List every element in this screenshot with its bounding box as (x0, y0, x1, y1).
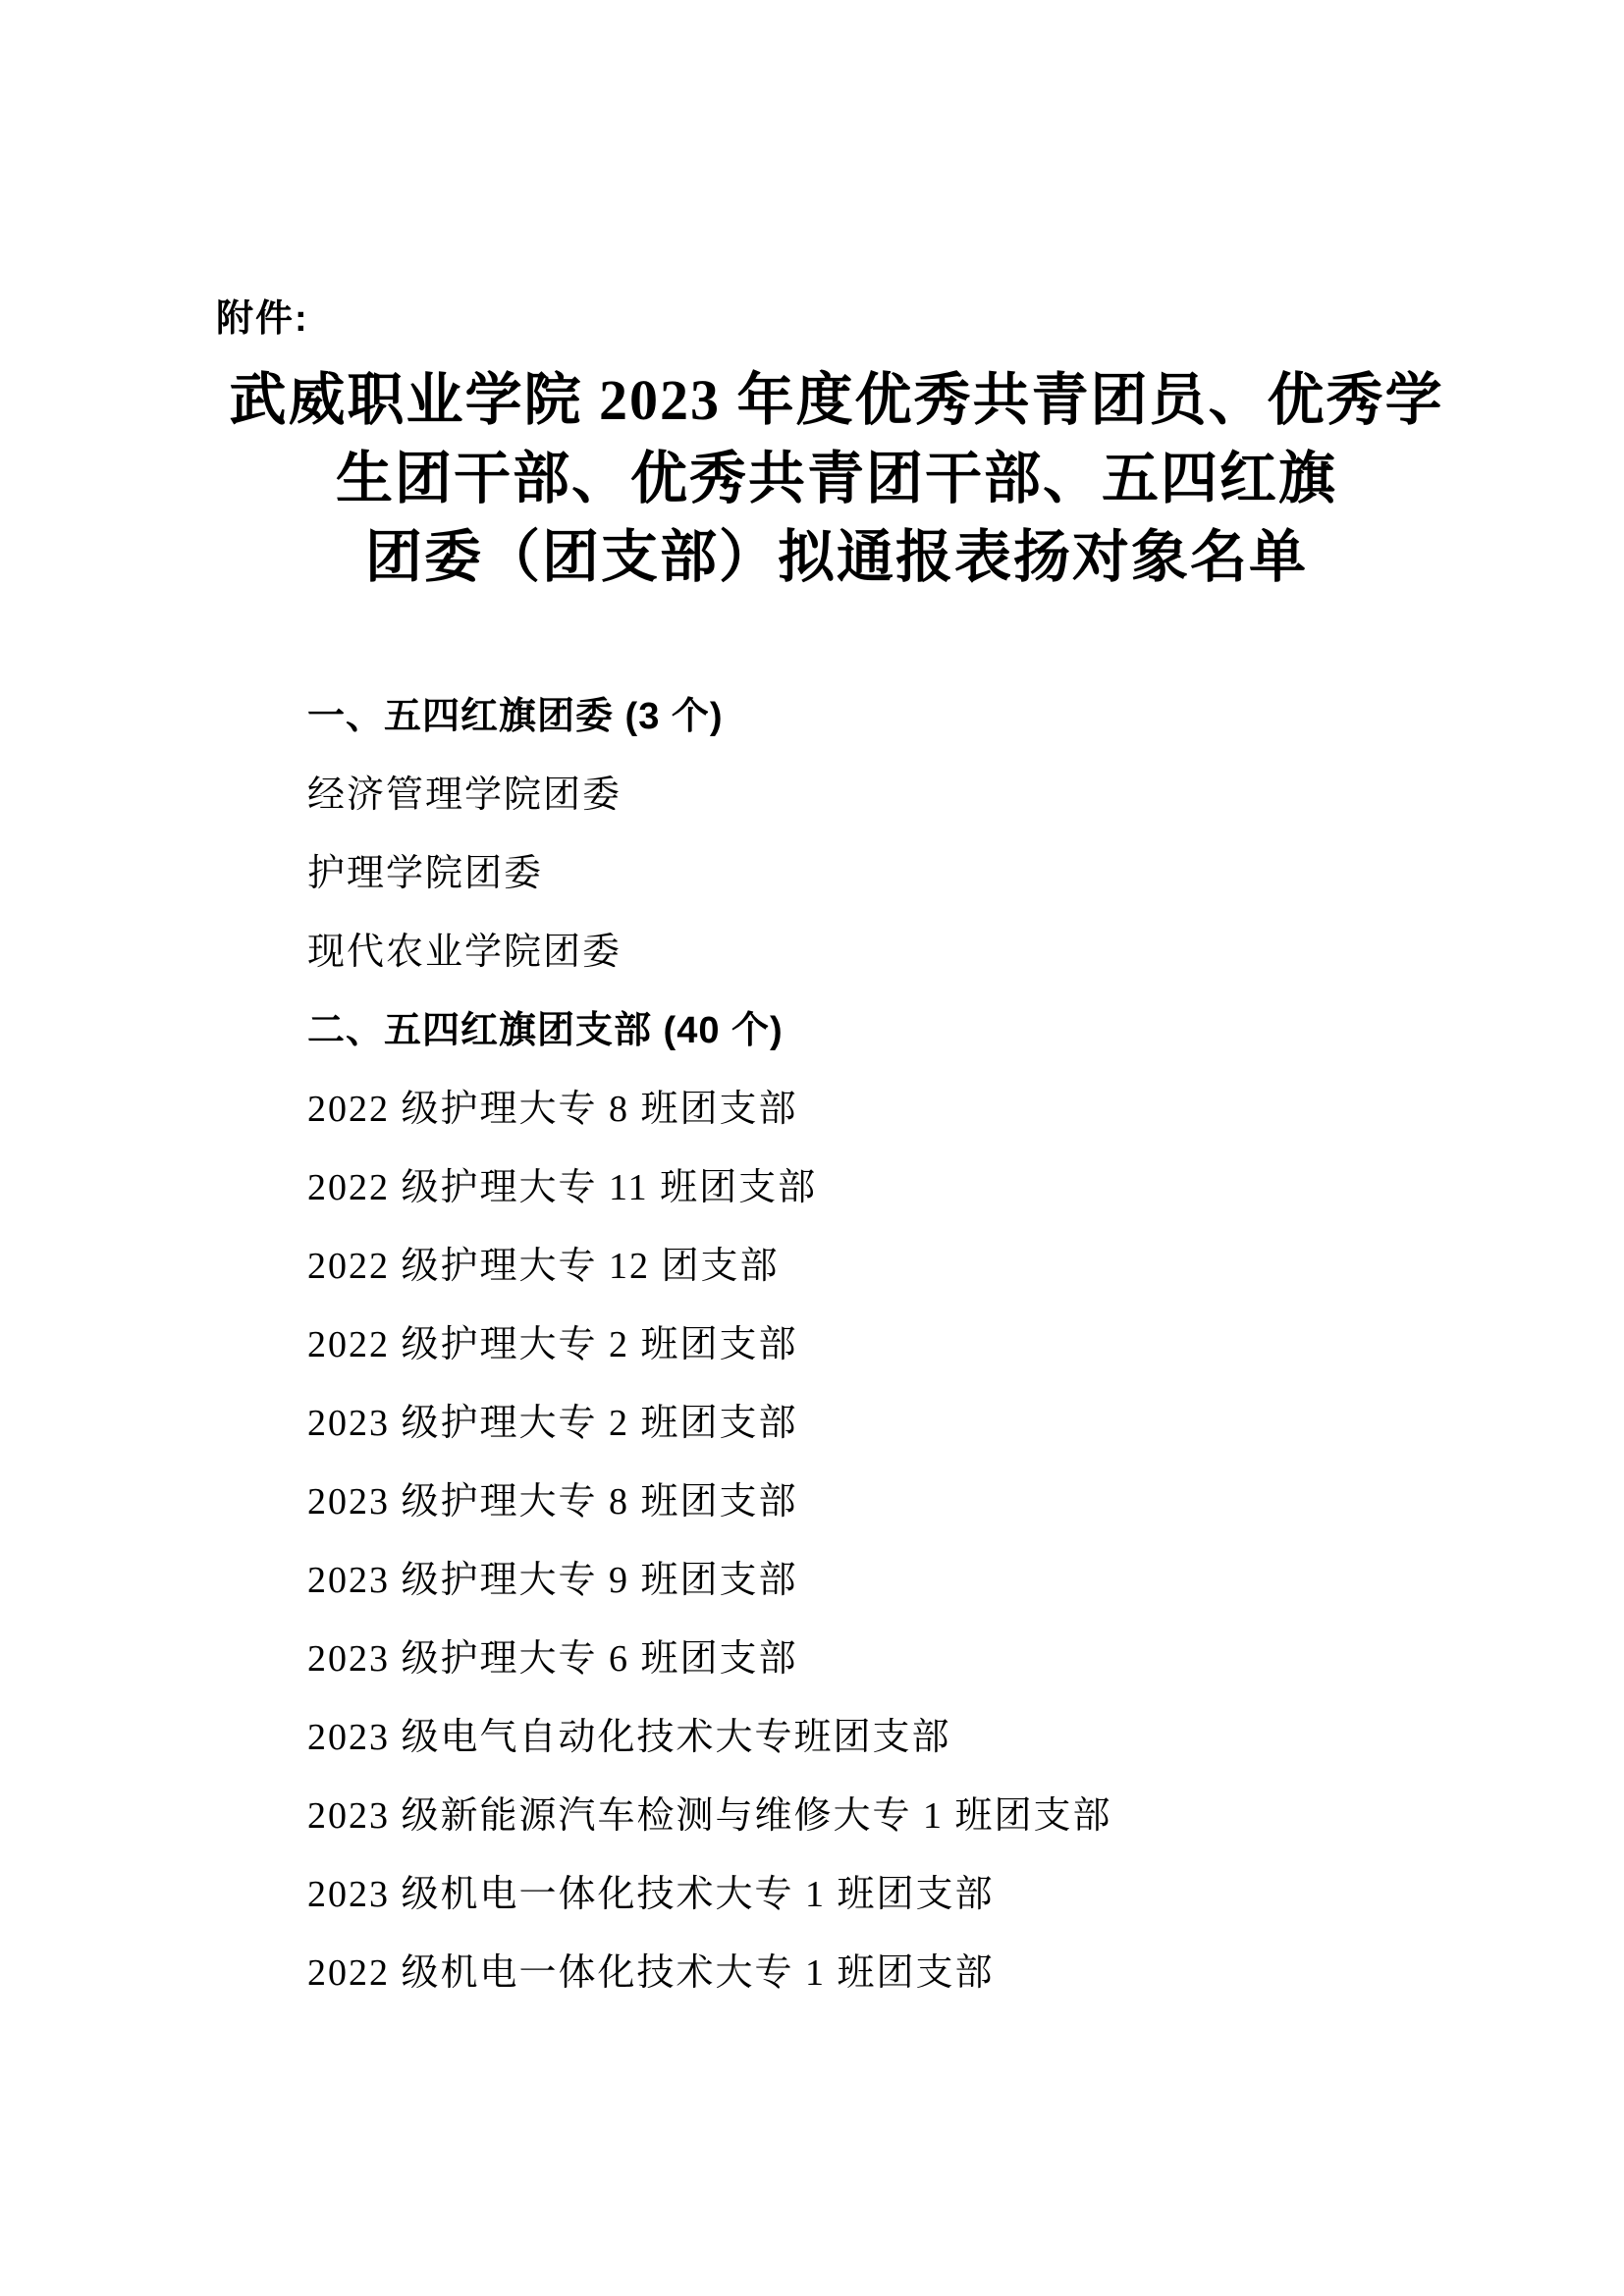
list-item: 2022 级护理大专 8 班团支部 (307, 1089, 798, 1130)
list-item: 2022 级护理大专 2 班团支部 (307, 1324, 798, 1365)
title-line-1: 武威职业学院 2023 年度优秀共青团员、优秀学 (229, 368, 1444, 432)
list-item: 2023 级护理大专 6 班团支部 (307, 1638, 798, 1680)
section-heading-red-flag-committees: 一、五四红旗团委 (3 个) (307, 696, 724, 737)
list-item: 2022 级机电一体化技术大专 1 班团支部 (307, 1952, 995, 1994)
list-item: 2022 级护理大专 11 班团支部 (307, 1167, 818, 1208)
list-item: 经济管理学院团委 (307, 774, 623, 816)
list-item: 护理学院团委 (307, 853, 544, 894)
document-title (108, 361, 1565, 597)
attachment-label: 附件: (216, 298, 309, 340)
list-item: 2022 级护理大专 12 团支部 (307, 1246, 780, 1287)
document-body (307, 677, 1565, 2012)
list-item: 2023 级护理大专 9 班团支部 (307, 1560, 798, 1601)
list-item: 2023 级新能源汽车检测与维修大专 1 班团支部 (307, 1795, 1112, 1837)
list-item: 2023 级机电一体化技术大专 1 班团支部 (307, 1874, 995, 1915)
list-item: 2023 级护理大专 2 班团支部 (307, 1403, 798, 1444)
title-line-3: 团委（团支部）拟通报表扬对象名单 (364, 525, 1308, 589)
list-item: 2023 级电气自动化技术大专班团支部 (307, 1717, 951, 1758)
list-item: 现代农业学院团委 (307, 932, 623, 973)
title-line-2: 生团干部、优秀共青团干部、五四红旗 (335, 447, 1337, 510)
section-heading-red-flag-branches: 二、五四红旗团支部 (40 个) (307, 1010, 784, 1051)
list-item: 2023 级护理大专 8 班团支部 (307, 1481, 798, 1522)
